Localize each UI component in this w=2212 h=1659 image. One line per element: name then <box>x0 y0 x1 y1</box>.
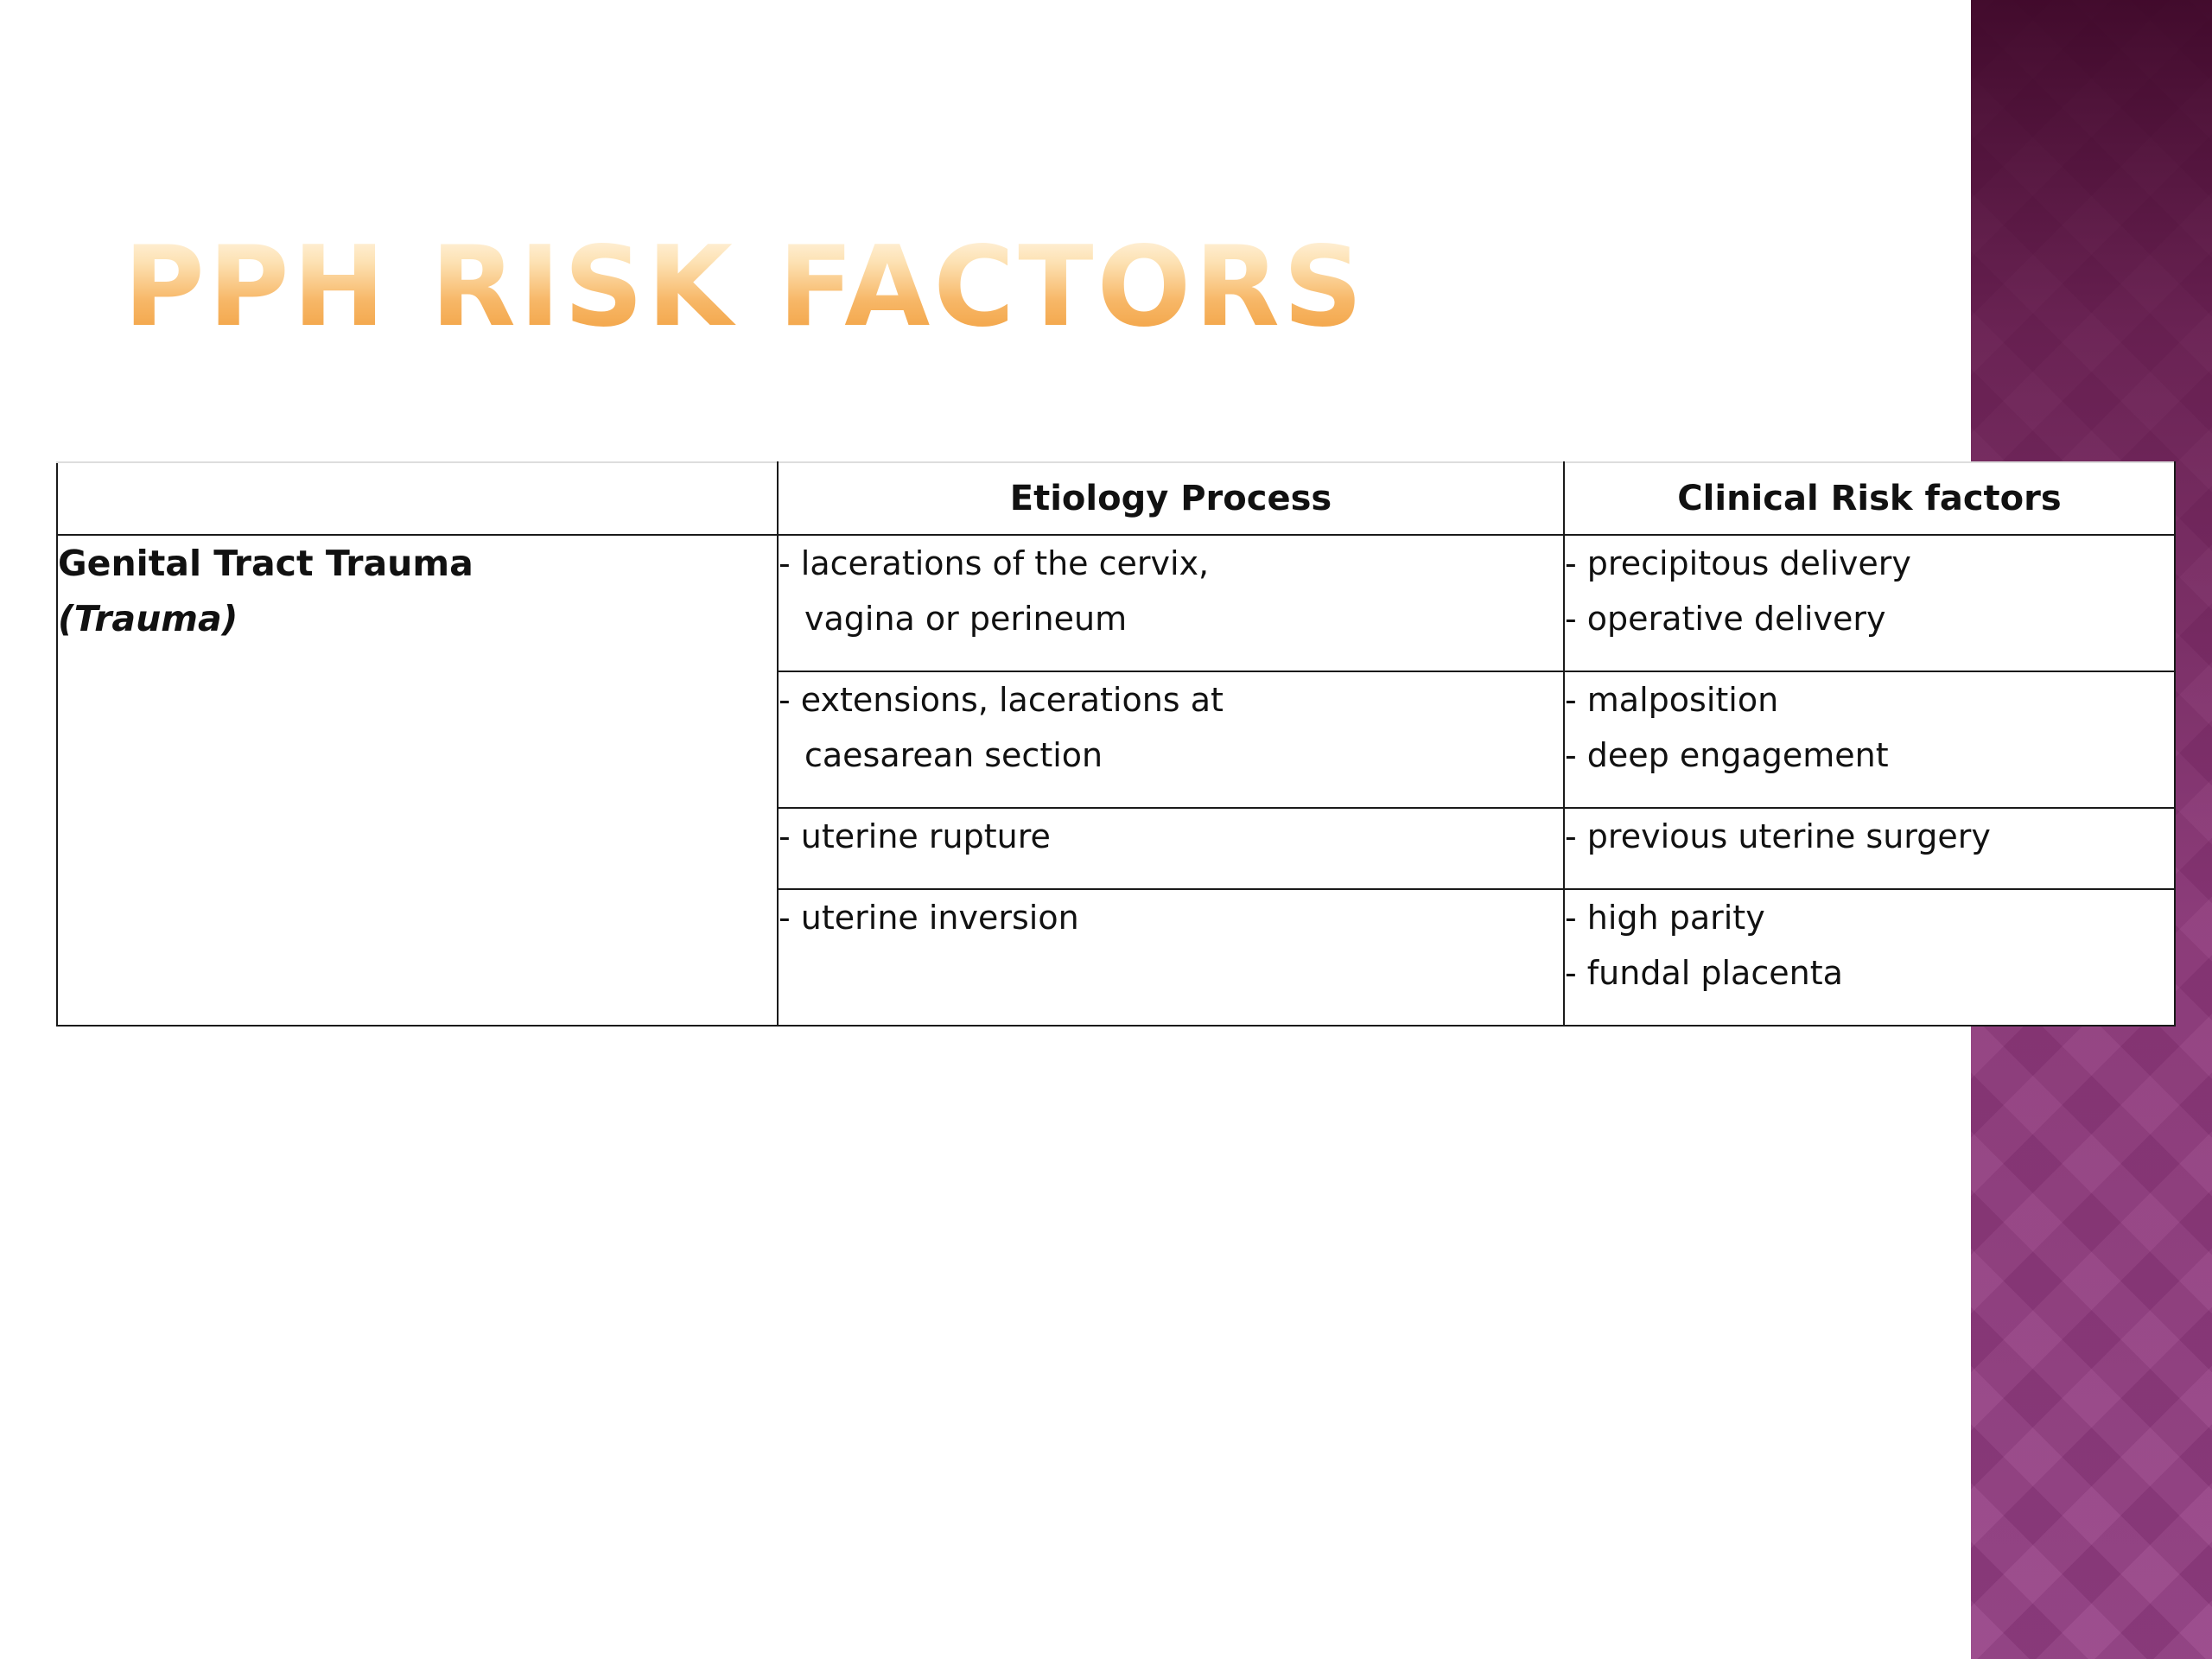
clinical-cell <box>1564 889 2175 1026</box>
etiology-line: - uterine inversion <box>779 899 1079 937</box>
clinical-line: - previous uterine surgery <box>1565 817 1991 855</box>
category-name: Genital Tract Trauma <box>58 543 474 584</box>
clinical-line: - deep engagement <box>1565 736 1889 774</box>
clinical-cell <box>1564 671 2175 808</box>
etiology-line: - lacerations of the cervix, <box>779 544 1210 582</box>
header-clinical: Clinical Risk factors <box>1564 462 2175 535</box>
clinical-line: - malposition <box>1565 681 1779 719</box>
header-etiology: Etiology Process <box>778 462 1564 535</box>
clinical-line: - precipitous delivery <box>1565 544 1911 582</box>
etiology-line: - extensions, lacerations at <box>779 681 1224 719</box>
clinical-cell <box>1564 808 2175 889</box>
category-subtitle: (Trauma) <box>58 598 238 639</box>
risk-factors-table <box>56 461 2176 1027</box>
clinical-line: - high parity <box>1565 899 1765 937</box>
etiology-cell <box>778 889 1564 1026</box>
table-row <box>57 535 2175 671</box>
slide-title: PPH RISK FACTORS <box>124 223 1367 352</box>
category-cell <box>57 535 778 1026</box>
clinical-line: - operative delivery <box>1565 600 1886 638</box>
etiology-line: caesarean section <box>804 736 1103 774</box>
etiology-cell <box>778 808 1564 889</box>
clinical-cell <box>1564 535 2175 671</box>
table-header-row <box>57 462 2175 535</box>
etiology-line: vagina or perineum <box>804 600 1128 638</box>
etiology-line: - uterine rupture <box>779 817 1051 855</box>
clinical-line: - fundal placenta <box>1565 954 1843 992</box>
etiology-cell <box>778 535 1564 671</box>
etiology-cell <box>778 671 1564 808</box>
header-empty-cell <box>57 462 778 535</box>
